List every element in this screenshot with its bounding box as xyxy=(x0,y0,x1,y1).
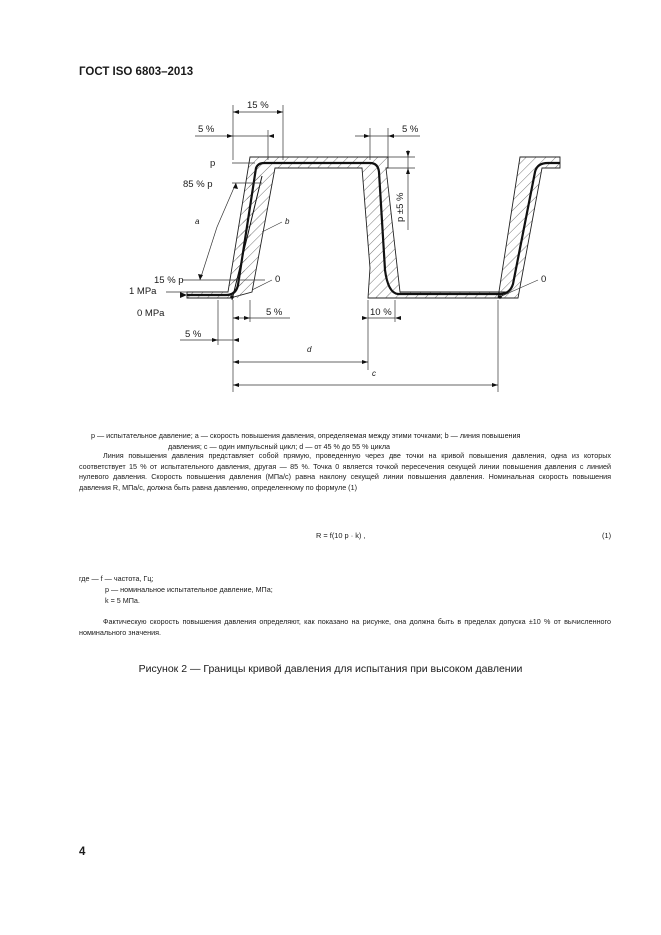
figure-legend-line-2: давления; c — один импульсный цикл; d — от 45 % до 55 % цикла xyxy=(168,442,391,451)
paragraph-pressure-rise: Линия повышения давления представляет собой прямую, проведенную через две точки на кривой повышения давления, одна из которых соответствует 15 % от испытательного давления, другая — 85 %. Точка 0 является точкой пересечения секущей линии повышения давления с линией нулевого давления. Скорость повышения давления (МПа/с) равна наклону секущей линии повышения давления. Номинальная скорость повышения давления R, МПа/с, должна быть равна давлению, определенному по формуле (1) xyxy=(79,451,611,492)
page-number: 4 xyxy=(79,846,86,858)
pressure-curve-figure xyxy=(0,0,661,400)
label-p: p xyxy=(210,158,216,169)
arrow xyxy=(388,134,394,138)
arrow xyxy=(406,151,410,157)
arrow xyxy=(233,360,239,364)
paragraph-tolerance: Фактическую скорость повышения давления определяют, как показано на рисунке, она должна быть в пределах допуска ±10 % от вычисленного номинального значения. xyxy=(79,617,611,637)
label-b: b xyxy=(285,217,290,226)
label-bot-5b: 5 % xyxy=(266,307,283,318)
label-p-tolerance: p ±5 % xyxy=(395,192,406,222)
label-0mpa: 0 MPa xyxy=(137,308,165,319)
formula: R = f(10 p · k) , xyxy=(316,531,366,540)
leader-a-upper xyxy=(217,183,236,227)
label-d: d xyxy=(307,345,312,354)
arrow xyxy=(277,110,283,114)
label-bot-5a: 5 % xyxy=(185,329,202,340)
label-top-5-right: 5 % xyxy=(402,124,419,135)
document-header: ГОСТ ISO 6803–2013 xyxy=(79,66,194,78)
arrow xyxy=(212,338,218,342)
label-a: a xyxy=(195,217,200,226)
arrow xyxy=(233,110,239,114)
label-top-5-left: 5 % xyxy=(198,124,215,135)
leader-a-lower xyxy=(200,227,217,280)
arrow xyxy=(364,134,370,138)
zero-point-1 xyxy=(230,295,234,299)
leader-zero-1 xyxy=(252,280,272,290)
label-85p: 85 % p xyxy=(183,179,213,190)
arrow xyxy=(198,274,203,280)
where-line-3: k = 5 МПа. xyxy=(105,596,140,605)
label-bot-10: 10 % xyxy=(370,307,392,318)
arrow xyxy=(233,383,239,387)
arrow xyxy=(406,168,410,174)
arrow xyxy=(233,316,239,320)
arrow xyxy=(492,383,498,387)
label-zero-1: 0 xyxy=(275,274,281,285)
arrow xyxy=(268,134,274,138)
figure-caption: Рисунок 2 — Границы кривой давления для испытания при высоком давлении xyxy=(138,663,523,675)
formula-number: (1) xyxy=(602,531,612,540)
arrow xyxy=(244,316,250,320)
label-c: c xyxy=(372,369,376,378)
label-15p: 15 % p xyxy=(154,275,184,286)
arrow xyxy=(362,360,368,364)
label-top-15: 15 % xyxy=(247,100,269,111)
arrow xyxy=(233,183,238,189)
label-zero-2: 0 xyxy=(541,274,547,285)
where-line-2: p — номинальное испытательное давление, МПа; xyxy=(105,585,273,594)
figure-legend-line-1: p — испытательное давление; a — скорость повышения давления, определяемая между этими точками; b — линия повышения xyxy=(91,431,521,440)
arrow xyxy=(227,134,233,138)
zero-point-2 xyxy=(498,295,502,299)
arrow xyxy=(395,316,401,320)
arrow xyxy=(180,292,187,298)
arrow xyxy=(362,316,368,320)
where-line-1: где — f — частота, Гц; xyxy=(79,574,154,583)
tolerance-band-pulse-2 xyxy=(498,157,560,298)
arrow xyxy=(233,338,239,342)
label-1mpa: 1 MPa xyxy=(129,286,157,297)
